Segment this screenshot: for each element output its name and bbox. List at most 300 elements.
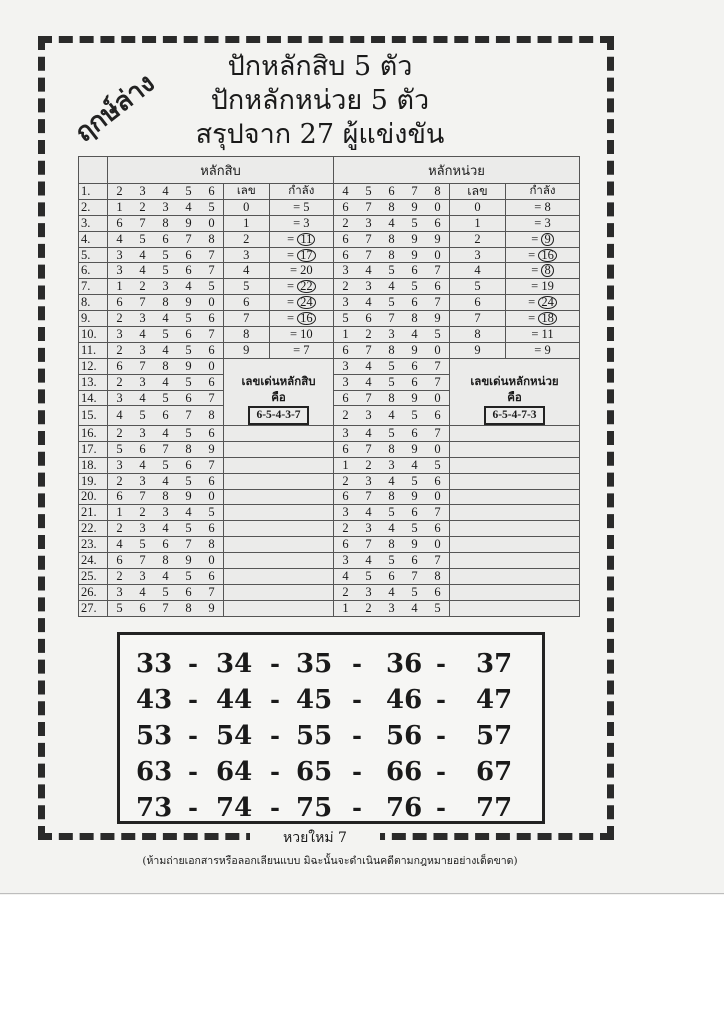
tens-stat-num: 7 (224, 311, 270, 327)
blank-cell (224, 537, 334, 553)
tens-stat-num: 6 (224, 295, 270, 311)
tens-featured-label: เลขเด่นหลักสิบ (224, 374, 334, 390)
result-number: 74 (216, 793, 253, 823)
tens-digit: 6 (177, 327, 200, 343)
row-index: 19. (79, 473, 108, 489)
row-index: 16. (79, 425, 108, 441)
units-digit: 5 (403, 521, 426, 537)
blank-cell (224, 425, 334, 441)
units-digit: 4 (380, 473, 403, 489)
tens-digit: 6 (154, 231, 177, 247)
tens-digit: 3 (131, 311, 154, 327)
table-row (79, 358, 580, 374)
tens-digit: 4 (108, 406, 132, 426)
result-row (120, 649, 548, 685)
row-index: 13. (79, 374, 108, 390)
units-digit: 5 (403, 215, 426, 231)
units-digit: 4 (357, 263, 380, 279)
tens-digit: 6 (177, 584, 200, 600)
table-row (79, 342, 580, 358)
tens-digit: 7 (177, 537, 200, 553)
tens-digit: 3 (131, 374, 154, 390)
units-digit: 9 (403, 537, 426, 553)
tens-stat-num: 2 (224, 231, 270, 247)
units-digit: 6 (403, 374, 426, 390)
tens-stat-num: 5 (224, 279, 270, 295)
tens-digit: 7 (200, 390, 224, 406)
tens-stat-num: 0 (224, 199, 270, 215)
tens-digit: 6 (154, 406, 177, 426)
units-stat-num: 6 (450, 295, 506, 311)
tens-stat-power: = 11 (269, 231, 333, 247)
units-digit: 2 (357, 327, 380, 343)
header-blank (79, 157, 108, 184)
result-row (120, 793, 548, 829)
units-digit: 7 (426, 374, 450, 390)
highlight-circle: 17 (297, 249, 316, 262)
tens-digit: 0 (200, 295, 224, 311)
tens-digit: 5 (154, 390, 177, 406)
tens-digit: 5 (177, 184, 200, 200)
units-digit: 5 (403, 584, 426, 600)
units-digit: 7 (357, 342, 380, 358)
result-number: 37 (476, 649, 513, 679)
units-stat-power: = 8 (505, 263, 579, 279)
tens-digit: 9 (177, 295, 200, 311)
units-digit: 6 (426, 215, 450, 231)
units-digit: 2 (357, 457, 380, 473)
tens-digit: 5 (177, 425, 200, 441)
result-number: 75 (296, 793, 333, 823)
units-digit: 3 (357, 473, 380, 489)
dash-separator: - (352, 649, 362, 678)
tens-digit: 6 (200, 521, 224, 537)
row-index: 8. (79, 295, 108, 311)
tens-digit: 5 (154, 247, 177, 263)
blank-cell (224, 473, 334, 489)
units-digit: 0 (426, 489, 450, 505)
units-digit: 6 (334, 199, 358, 215)
tens-digit: 3 (108, 327, 132, 343)
tens-digit: 5 (154, 584, 177, 600)
tens-digit: 3 (108, 263, 132, 279)
units-stat-power: = 11 (505, 327, 579, 343)
result-row (120, 685, 548, 721)
title-line-1: ปักหลักสิบ 5 ตัว (227, 51, 413, 82)
units-digit: 4 (334, 184, 358, 200)
units-digit: 6 (334, 231, 358, 247)
table-row (79, 231, 580, 247)
tens-digit: 5 (177, 473, 200, 489)
dash-separator: - (352, 685, 362, 714)
units-digit: 3 (357, 215, 380, 231)
table-row (79, 184, 580, 200)
units-stat-power: = 9 (505, 342, 579, 358)
tens-digit: 9 (177, 489, 200, 505)
tens-digit: 3 (131, 568, 154, 584)
units-digit: 6 (403, 505, 426, 521)
units-digit: 6 (426, 473, 450, 489)
tens-digit: 4 (154, 521, 177, 537)
units-digit: 6 (334, 537, 358, 553)
table-row (79, 263, 580, 279)
tens-digit: 6 (131, 441, 154, 457)
units-digit: 7 (426, 263, 450, 279)
blank-cell (450, 600, 580, 616)
result-number: 73 (136, 793, 173, 823)
table-row (79, 215, 580, 231)
dash-separator: - (270, 649, 280, 678)
tens-digit: 8 (200, 406, 224, 426)
highlight-circle: 16 (538, 249, 557, 262)
units-stat-power: = 3 (505, 215, 579, 231)
tens-digit: 7 (154, 600, 177, 616)
blank-cell (224, 521, 334, 537)
result-number: 76 (386, 793, 423, 823)
tens-digit: 6 (177, 247, 200, 263)
tens-digit: 6 (177, 390, 200, 406)
units-featured-value: 6-5-4-7-3 (484, 406, 544, 425)
units-digit: 8 (380, 537, 403, 553)
tens-digit: 4 (177, 199, 200, 215)
row-index: 26. (79, 584, 108, 600)
table-row (79, 247, 580, 263)
units-digit: 9 (403, 489, 426, 505)
units-digit: 6 (426, 406, 450, 426)
units-digit: 4 (380, 584, 403, 600)
highlight-circle: 11 (297, 233, 315, 246)
units-digit: 7 (426, 505, 450, 521)
units-digit: 5 (426, 457, 450, 473)
tens-digit: 5 (177, 374, 200, 390)
footer-title: หวยใหม่ 7 (283, 830, 347, 846)
units-digit: 6 (403, 295, 426, 311)
row-index: 7. (79, 279, 108, 295)
units-digit: 3 (334, 358, 358, 374)
units-digit: 5 (380, 263, 403, 279)
units-digit: 2 (334, 279, 358, 295)
table-row (79, 327, 580, 343)
dash-separator: - (270, 685, 280, 714)
tens-stat-power: = 24 (269, 295, 333, 311)
dash-separator: - (352, 757, 362, 786)
result-number: 33 (136, 649, 173, 679)
units-digit: 4 (334, 568, 358, 584)
blank-cell (450, 457, 580, 473)
row-index: 17. (79, 441, 108, 457)
result-number: 57 (476, 721, 513, 751)
tens-digit: 1 (108, 279, 132, 295)
tens-digit: 3 (131, 425, 154, 441)
blank-cell (224, 441, 334, 457)
result-number: 65 (296, 757, 333, 787)
row-index: 5. (79, 247, 108, 263)
result-number: 56 (386, 721, 423, 751)
dash-separator: - (352, 721, 362, 750)
row-index: 11. (79, 342, 108, 358)
units-digit: 6 (403, 358, 426, 374)
tens-digit: 7 (131, 489, 154, 505)
blank-cell (224, 489, 334, 505)
dash-separator: - (188, 793, 198, 822)
units-digit: 7 (357, 231, 380, 247)
units-digit: 6 (426, 521, 450, 537)
blank-cell (450, 537, 580, 553)
units-digit: 7 (357, 390, 380, 406)
blank-cell (224, 568, 334, 584)
row-index: 15. (79, 406, 108, 426)
units-digit: 3 (334, 553, 358, 569)
tens-stat-power: = 22 (269, 279, 333, 295)
blank-cell (450, 584, 580, 600)
tens-digit: 3 (154, 199, 177, 215)
units-digit: 6 (403, 425, 426, 441)
highlight-circle: 22 (297, 280, 316, 293)
units-digit: 6 (334, 247, 358, 263)
table-row (79, 295, 580, 311)
title-line-2: ปักหลักหน่วย 5 ตัว (210, 85, 430, 116)
units-digit: 6 (357, 311, 380, 327)
units-digit: 5 (380, 295, 403, 311)
tens-digit: 4 (154, 374, 177, 390)
tens-stat-num: 8 (224, 327, 270, 343)
tens-digit: 5 (154, 327, 177, 343)
dash-separator: - (188, 649, 198, 678)
units-digit: 4 (380, 215, 403, 231)
row-index: 1. (79, 184, 108, 200)
tens-digit: 6 (108, 215, 132, 231)
page-edge (0, 893, 724, 894)
row-index: 4. (79, 231, 108, 247)
table-row (79, 568, 580, 584)
units-digit: 0 (426, 537, 450, 553)
units-digit: 7 (426, 425, 450, 441)
units-digit: 8 (403, 311, 426, 327)
units-digit: 2 (334, 215, 358, 231)
result-number: 54 (216, 721, 253, 751)
tens-digit: 5 (177, 311, 200, 327)
tens-digit: 3 (108, 457, 132, 473)
units-stat-power: = 19 (505, 279, 579, 295)
tens-num-header: เลข (224, 184, 270, 200)
units-digit: 7 (403, 184, 426, 200)
stamp-label: ฤกษ์ล่าง (69, 68, 161, 149)
tens-digit: 7 (200, 263, 224, 279)
units-stat-power: = 18 (505, 311, 579, 327)
tens-digit: 2 (131, 279, 154, 295)
units-digit: 7 (426, 358, 450, 374)
tens-digit: 6 (108, 295, 132, 311)
tens-digit: 4 (154, 425, 177, 441)
result-number: 36 (386, 649, 423, 679)
units-digit: 3 (357, 521, 380, 537)
tens-digit: 6 (108, 358, 132, 374)
units-digit: 8 (380, 231, 403, 247)
tens-digit: 2 (108, 425, 132, 441)
tens-digit: 4 (154, 184, 177, 200)
units-stat-power: = 16 (505, 247, 579, 263)
tens-power-header: กำลัง (269, 184, 333, 200)
units-digit: 8 (380, 390, 403, 406)
tens-digit: 7 (131, 553, 154, 569)
units-num-header: เลข (450, 184, 506, 200)
dash-separator: - (188, 685, 198, 714)
units-digit: 8 (380, 199, 403, 215)
row-index: 20. (79, 489, 108, 505)
units-digit: 7 (357, 441, 380, 457)
tens-digit: 8 (177, 441, 200, 457)
dash-separator: - (436, 793, 446, 822)
tens-digit: 5 (131, 537, 154, 553)
tens-digit: 6 (200, 425, 224, 441)
tens-digit: 5 (108, 600, 132, 616)
result-number: 66 (386, 757, 423, 787)
units-digit: 4 (403, 457, 426, 473)
tens-digit: 5 (177, 342, 200, 358)
units-stat-num: 1 (450, 215, 506, 231)
tens-digit: 2 (108, 568, 132, 584)
tens-digit: 3 (154, 505, 177, 521)
highlight-circle: 9 (541, 233, 553, 246)
blank-cell (450, 425, 580, 441)
tens-digit: 3 (154, 279, 177, 295)
blank-cell (450, 505, 580, 521)
tens-digit: 7 (200, 247, 224, 263)
units-digit: 0 (426, 247, 450, 263)
result-row (120, 757, 548, 793)
tens-digit: 5 (131, 231, 154, 247)
row-index: 23. (79, 537, 108, 553)
units-digit: 9 (426, 311, 450, 327)
blank-cell (450, 441, 580, 457)
units-digit: 4 (357, 505, 380, 521)
tens-digit: 8 (200, 537, 224, 553)
units-stat-num: 7 (450, 311, 506, 327)
units-digit: 4 (357, 374, 380, 390)
table-row (79, 199, 580, 215)
tens-digit: 8 (154, 295, 177, 311)
tens-stat-power: = 10 (269, 327, 333, 343)
tens-digit: 3 (108, 390, 132, 406)
units-stat-num: 2 (450, 231, 506, 247)
tens-digit: 5 (154, 457, 177, 473)
row-index: 3. (79, 215, 108, 231)
dash-separator: - (436, 721, 446, 750)
units-digit: 4 (403, 327, 426, 343)
tens-digit: 9 (177, 215, 200, 231)
tens-digit: 6 (200, 473, 224, 489)
units-digit: 6 (380, 184, 403, 200)
blank-cell (224, 600, 334, 616)
units-digit: 9 (403, 441, 426, 457)
tens-stat-power: = 5 (269, 199, 333, 215)
units-digit: 6 (403, 553, 426, 569)
tens-digit: 4 (177, 505, 200, 521)
highlight-circle: 24 (538, 296, 557, 309)
tens-digit: 2 (108, 184, 132, 200)
highlight-circle: 24 (297, 296, 316, 309)
tens-digit: 7 (131, 295, 154, 311)
blank-cell (450, 489, 580, 505)
title-line-3: สรุปจาก 27 ผู้แข่งขัน (195, 119, 445, 150)
tens-digit: 7 (200, 457, 224, 473)
blank-cell (450, 568, 580, 584)
result-number: 53 (136, 721, 173, 751)
tens-digit: 5 (200, 199, 224, 215)
tens-digit: 5 (154, 263, 177, 279)
result-number: 44 (216, 685, 253, 715)
tens-digit: 2 (131, 505, 154, 521)
tens-digit: 7 (154, 441, 177, 457)
table-row (79, 425, 580, 441)
blank-cell (450, 521, 580, 537)
blank-cell (224, 358, 334, 374)
table-row (79, 600, 580, 616)
tens-digit: 4 (131, 584, 154, 600)
units-digit: 5 (380, 374, 403, 390)
result-number: 46 (386, 685, 423, 715)
tens-digit: 8 (177, 600, 200, 616)
result-number: 67 (476, 757, 513, 787)
tens-digit: 0 (200, 489, 224, 505)
tens-digit: 8 (154, 489, 177, 505)
tens-digit: 2 (108, 521, 132, 537)
tens-digit: 2 (108, 311, 132, 327)
dash-separator: - (436, 685, 446, 714)
row-index: 2. (79, 199, 108, 215)
units-digit: 5 (380, 505, 403, 521)
units-digit: 0 (426, 390, 450, 406)
table-row (79, 584, 580, 600)
highlight-circle: 8 (541, 264, 553, 277)
units-digit: 9 (403, 247, 426, 263)
table-header-row (79, 157, 580, 184)
result-number: 45 (296, 685, 333, 715)
tens-digit: 4 (154, 568, 177, 584)
units-digit: 5 (380, 425, 403, 441)
result-number: 35 (296, 649, 333, 679)
units-digit: 9 (403, 390, 426, 406)
units-digit: 1 (334, 327, 358, 343)
units-digit: 5 (403, 473, 426, 489)
units-digit: 6 (334, 390, 358, 406)
tens-digit: 7 (200, 584, 224, 600)
units-digit: 3 (380, 600, 403, 616)
units-digit: 4 (380, 521, 403, 537)
table-row (79, 406, 580, 426)
units-digit: 2 (334, 584, 358, 600)
table-row (79, 537, 580, 553)
tens-digit: 7 (131, 358, 154, 374)
dash-separator: - (188, 721, 198, 750)
blank-cell (450, 553, 580, 569)
row-index: 21. (79, 505, 108, 521)
result-number: 77 (476, 793, 513, 823)
units-digit: 7 (357, 489, 380, 505)
units-digit: 0 (426, 199, 450, 215)
tens-digit: 6 (108, 489, 132, 505)
tens-digit: 6 (200, 374, 224, 390)
tens-stat-num: 1 (224, 215, 270, 231)
row-index: 9. (79, 311, 108, 327)
units-digit: 5 (380, 553, 403, 569)
row-index: 24. (79, 553, 108, 569)
table-row (79, 457, 580, 473)
dash-separator: - (270, 757, 280, 786)
units-header: หลักหน่วย (334, 157, 580, 184)
tens-digit: 4 (131, 457, 154, 473)
units-digit: 5 (426, 600, 450, 616)
